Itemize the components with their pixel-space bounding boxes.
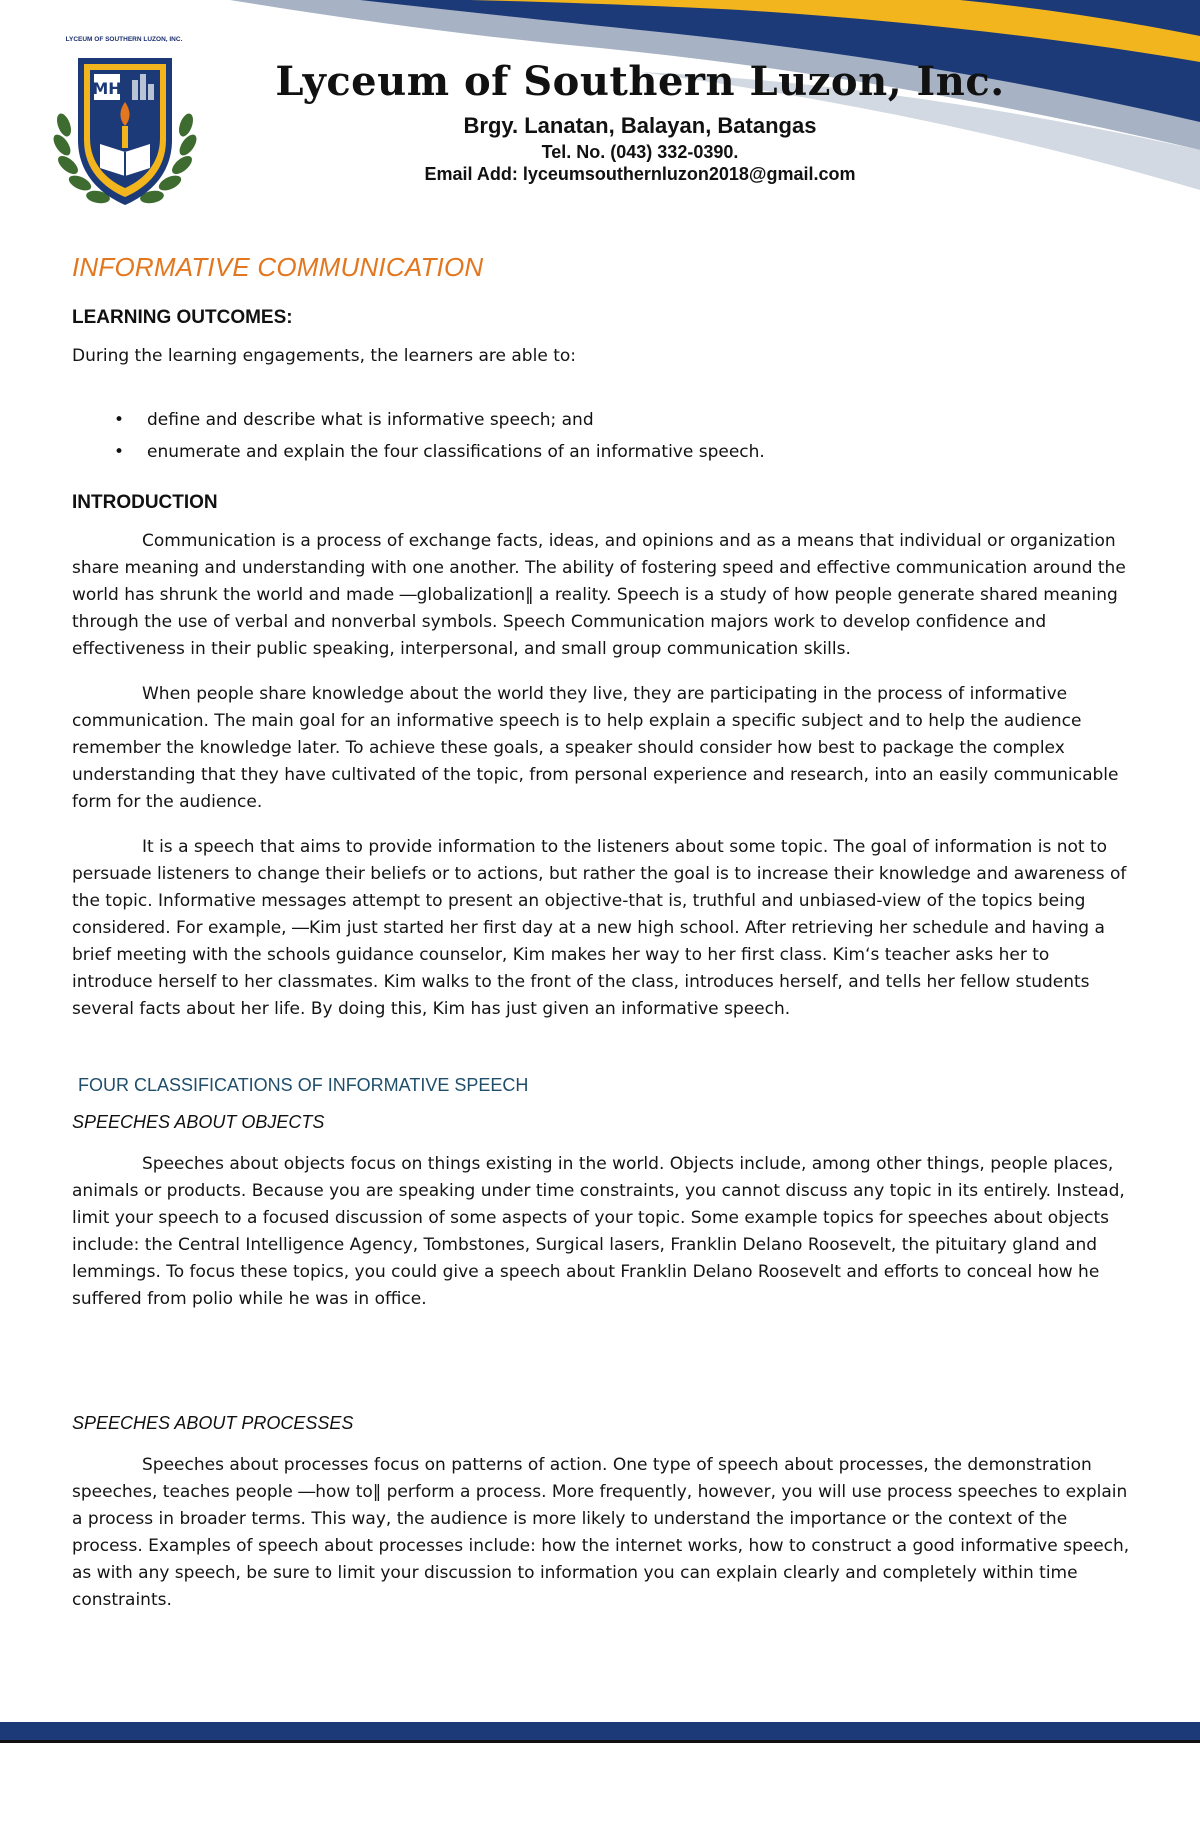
school-telephone: Tel. No. (043) 332-0390.: [541, 142, 739, 162]
processes-paragraph: Speeches about processes focus on patterns of action. One type of speech about processes, the demonstration speeches, teaches people ―how to‖ perform a process. More frequently, however, you will use process speeches to explain a process in broader terms. This way, the audience is more likely to understand the importance or the context of the process. Examples of speech about processes include: how the internet works, how to construct a good informative speech, as with any speech, be sure to limit your discussion to information you can explain clearly and completely within time constraints.: [72, 1455, 1130, 1610]
objects-paragraph: Speeches about objects focus on things existing in the world. Objects include, among other things, people places, animals or products. Because you are speaking under time constraints, you cannot discuss any topic in its entirely. Instead, limit your speech to a focused discussion of some aspects of your topic. Some example topics for speeches about objects include: the Central Intelligence Agency, Tombstones, Surgical lasers, Franklin Delano Roosevelt, the pituitary gland and lemmings. To focus these topics, you could give a speech about Franklin Delano Roosevelt and efforts to conceal how he suffered from polio while he was in office.: [72, 1154, 1125, 1309]
bullet-icon: •: [114, 410, 125, 430]
footer-rule: [0, 1740, 1200, 1743]
classifications-heading: FOUR CLASSIFICATIONS OF INFORMATIVE SPEECH: [78, 1075, 529, 1095]
school-logo-icon: [50, 40, 200, 215]
document-title: INFORMATIVE COMMUNICATION: [72, 252, 484, 282]
school-name: Lyceum of Southern Luzon, Inc.: [275, 58, 1005, 105]
learning-outcomes-list: [72, 404, 1132, 468]
introduction-paragraph: It is a speech that aims to provide information to the listeners about some topic. The goal of information is not to persuade listeners to change their beliefs or to actions, but rather the goal is to increase their knowledge and awareness of the topic. Informative messages attempt to present an objective-that is, truthful and unbiased-view of the topics being considered. For example, ―Kim just started her first day at a new high school. After retrieving her schedule and having a brief meeting with the schools guidance counselor, Kim makes her way to her first class. Kim‘s teacher asks her to introduce herself to her classmates. Kim walks to the front of the class, introduces herself, and tells her fellow students several facts about her life. By doing this, Kim has just given an informative speech.: [72, 837, 1127, 1019]
introduction-paragraph: When people share knowledge about the world they live, they are participating in the process of informative communication. The main goal for an informative speech is to help explain a specific subject and to help the audience remember the knowledge later. To achieve these goals, a speaker should consider how best to package the complex understanding that they have cultivated of the topic, from personal experience and research, into an easily communicable form for the audience.: [72, 684, 1119, 812]
document-body: [72, 252, 1132, 1614]
learning-outcomes-lead: During the learning engagements, the learners are able to:: [72, 346, 576, 366]
learning-outcomes-heading: LEARNING OUTCOMES:: [72, 307, 293, 328]
introduction-heading: INTRODUCTION: [72, 492, 218, 513]
svg-text:MH: MH: [92, 79, 122, 98]
school-email: Email Add: lyceumsouthernluzon2018@gmail.com: [424, 164, 856, 184]
logo-caption: LYCEUM OF SOUTHERN LUZON, INC.: [65, 36, 183, 43]
objects-subheading: SPEECHES ABOUT OBJECTS: [72, 1112, 325, 1132]
introduction-paragraph: Communication is a process of exchange facts, ideas, and opinions and as a means that individual or organization share meaning and understanding with one another. The ability of fostering speed and effective communication around the world has shrunk the world and made ―globalization‖ a reality. Speech is a study of how people generate shared meaning through the use of verbal and nonverbal symbols. Speech Communication majors work to develop confidence and effectiveness in their public speaking, interpersonal, and small group communication skills.: [72, 531, 1126, 659]
bullet-icon: •: [114, 442, 125, 462]
school-address: Brgy. Lanatan, Balayan, Batangas: [463, 113, 817, 138]
outcome-item: • define and describe what is informative speech; and: [72, 404, 1132, 436]
footer-bar: [0, 1722, 1200, 1740]
processes-subheading: SPEECHES ABOUT PROCESSES: [72, 1413, 354, 1433]
outcome-item: • enumerate and explain the four classifications of an informative speech.: [72, 436, 1132, 468]
